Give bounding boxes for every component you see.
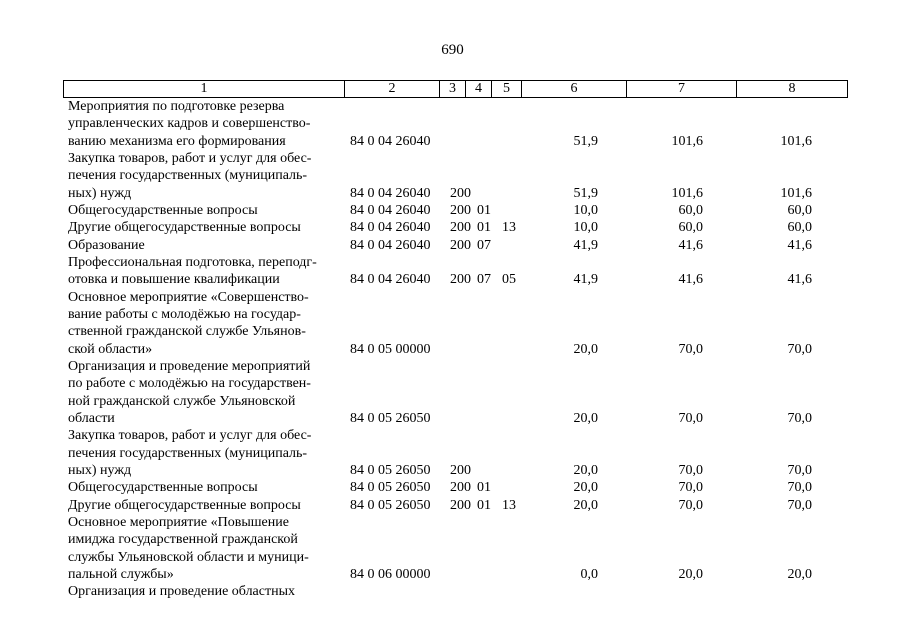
row-name-line: Закупка товаров, работ и услуг для обес- (68, 428, 312, 444)
row-name-line: Общегосударственные вопросы (68, 202, 258, 218)
row-name (68, 514, 340, 583)
row-name (68, 98, 340, 150)
row-vr: 200 (450, 497, 471, 513)
table-row (0, 289, 905, 358)
row-vr: 200 (450, 202, 471, 218)
row-name-line: Другие общегосударственные вопросы (68, 220, 301, 236)
row-code: 84 0 05 26050 (350, 462, 431, 478)
row-name (68, 150, 340, 202)
row-value-6: 20,0 (573, 462, 598, 478)
header-col-8: 8 (737, 81, 848, 98)
row-value-8: 60,0 (787, 202, 812, 218)
row-code: 84 0 04 26040 (350, 220, 431, 236)
row-name (68, 237, 340, 254)
row-rz: 01 (477, 480, 491, 496)
row-name-line: печения государственных (муниципаль- (68, 445, 308, 461)
row-value-6: 51,9 (573, 133, 598, 149)
row-value-8: 20,0 (787, 566, 812, 582)
row-value-7: 101,6 (671, 185, 703, 201)
table-row (0, 497, 905, 514)
table-row (0, 583, 905, 600)
row-name-line: ственной гражданской службе Ульянов- (68, 324, 306, 340)
row-value-8: 101,6 (780, 133, 812, 149)
row-name-line: по работе с молодёжью на государствен- (68, 376, 311, 392)
row-value-6: 10,0 (573, 202, 598, 218)
row-code: 84 0 06 00000 (350, 566, 431, 582)
page-number: 690 (441, 42, 464, 58)
row-name (68, 358, 340, 427)
row-name-line: вание работы с молодёжью на государ- (68, 306, 301, 322)
row-rz: 07 (477, 237, 491, 253)
row-value-7: 41,6 (678, 237, 703, 253)
row-value-8: 70,0 (787, 497, 812, 513)
row-name (68, 202, 340, 219)
row-code: 84 0 04 26040 (350, 237, 431, 253)
row-value-8: 70,0 (787, 410, 812, 426)
row-vr: 200 (450, 237, 471, 253)
row-name-line: службы Ульяновской области и муници- (68, 549, 309, 565)
row-value-6: 41,9 (573, 237, 598, 253)
row-name-line: Профессиональная подготовка, переподг- (68, 254, 317, 270)
table-row (0, 219, 905, 236)
row-code: 84 0 04 26040 (350, 185, 431, 201)
row-value-7: 60,0 (678, 220, 703, 236)
row-code: 84 0 05 00000 (350, 341, 431, 357)
row-vr: 200 (450, 462, 471, 478)
table-row (0, 237, 905, 254)
row-value-7: 101,6 (671, 133, 703, 149)
row-code: 84 0 05 26050 (350, 410, 431, 426)
row-name (68, 583, 340, 600)
row-value-6: 20,0 (573, 410, 598, 426)
header-col-1: 1 (64, 81, 345, 98)
row-name-line: Мероприятия по подготовке резерва (68, 99, 285, 114)
header-col-5: 5 (492, 81, 522, 98)
row-name-line: Организация и проведение областных (68, 584, 296, 600)
header-col-6: 6 (522, 81, 627, 98)
row-value-6: 20,0 (573, 497, 598, 513)
row-name (68, 479, 340, 496)
row-code: 84 0 04 26040 (350, 133, 431, 149)
table-row (0, 358, 905, 427)
row-value-7: 70,0 (678, 462, 703, 478)
row-name (68, 289, 340, 358)
row-code: 84 0 04 26040 (350, 202, 431, 218)
row-value-8: 60,0 (787, 220, 812, 236)
row-pr: 05 (502, 272, 516, 288)
header-col-7: 7 (627, 81, 737, 98)
row-code: 84 0 05 26050 (350, 480, 431, 496)
row-name-line: Основное мероприятие «Повышение (68, 514, 289, 530)
row-code: 84 0 05 26050 (350, 497, 431, 513)
row-name-line: отовка и повышение квалификации (68, 272, 280, 288)
row-name (68, 497, 340, 514)
row-value-8: 70,0 (787, 341, 812, 357)
row-value-7: 41,6 (678, 272, 703, 288)
row-value-8: 41,6 (787, 272, 812, 288)
row-vr: 200 (450, 480, 471, 496)
header-col-2: 2 (345, 81, 440, 98)
row-name-line: области (68, 410, 115, 426)
row-value-7: 70,0 (678, 497, 703, 513)
row-name-line: Закупка товаров, работ и услуг для обес- (68, 150, 312, 166)
row-code: 84 0 04 26040 (350, 272, 431, 288)
row-name-line: Организация и проведение мероприятий (68, 358, 311, 374)
row-value-6: 0,0 (580, 566, 598, 582)
row-name (68, 254, 340, 289)
header-col-4: 4 (466, 81, 492, 98)
row-name-line: ных) нужд (68, 185, 132, 201)
row-value-7: 70,0 (678, 341, 703, 357)
row-name-line: пальной службы» (68, 566, 174, 582)
row-name-line: ской области» (68, 341, 153, 357)
row-name-line: Основное мероприятие «Совершенство- (68, 289, 309, 305)
row-value-7: 70,0 (678, 480, 703, 496)
row-name (68, 219, 340, 236)
table-header (63, 80, 848, 98)
row-value-7: 20,0 (678, 566, 703, 582)
row-name-line: Другие общегосударственные вопросы (68, 497, 301, 513)
row-rz: 01 (477, 202, 491, 218)
row-value-8: 70,0 (787, 480, 812, 496)
table-row (0, 254, 905, 289)
table-row (0, 98, 905, 150)
row-name-line: Общегосударственные вопросы (68, 480, 258, 496)
row-name (68, 427, 340, 479)
table-row (0, 427, 905, 479)
row-pr: 13 (502, 497, 516, 513)
row-name-line: имиджа государственной гражданской (68, 532, 298, 548)
row-vr: 200 (450, 272, 471, 288)
row-value-7: 60,0 (678, 202, 703, 218)
header-col-3: 3 (440, 81, 466, 98)
row-vr: 200 (450, 185, 471, 201)
table-row (0, 479, 905, 496)
table-row (0, 202, 905, 219)
row-value-8: 70,0 (787, 462, 812, 478)
row-vr: 200 (450, 220, 471, 236)
row-name-line: ных) нужд (68, 462, 132, 478)
row-value-6: 51,9 (573, 185, 598, 201)
row-pr: 13 (502, 220, 516, 236)
row-name-line: печения государственных (муниципаль- (68, 168, 308, 184)
row-value-6: 20,0 (573, 341, 598, 357)
row-name-line: ной гражданской службе Ульяновской (68, 393, 296, 409)
row-value-6: 20,0 (573, 480, 598, 496)
table-row (0, 514, 905, 583)
table-body (0, 98, 905, 601)
row-value-6: 41,9 (573, 272, 598, 288)
row-name-line: ванию механизма его формирования (68, 133, 286, 149)
row-value-8: 41,6 (787, 237, 812, 253)
row-value-6: 10,0 (573, 220, 598, 236)
row-name-line: Образование (68, 237, 145, 253)
row-rz: 01 (477, 497, 491, 513)
table-row (0, 150, 905, 202)
row-name-line: управленческих кадров и совершенство- (68, 116, 311, 132)
row-rz: 01 (477, 220, 491, 236)
row-value-8: 101,6 (780, 185, 812, 201)
row-rz: 07 (477, 272, 491, 288)
row-value-7: 70,0 (678, 410, 703, 426)
